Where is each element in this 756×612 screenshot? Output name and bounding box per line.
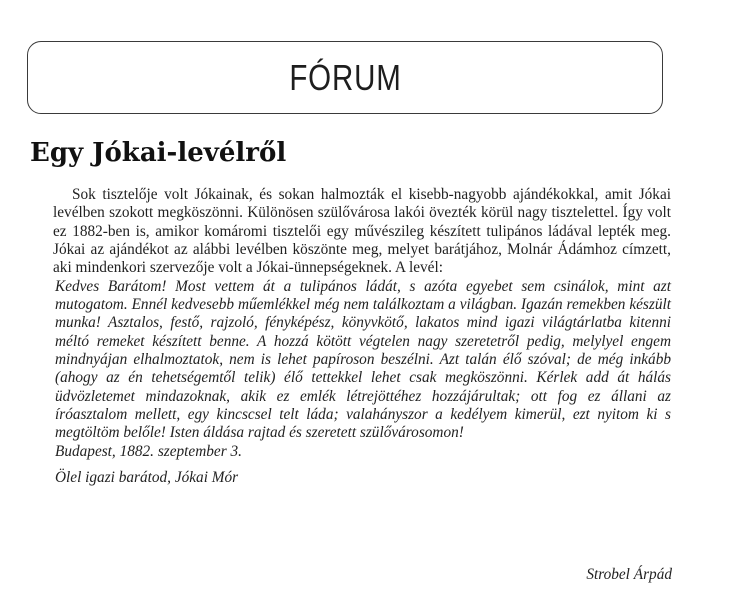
- section-header-box: [27, 41, 663, 114]
- letter-dateline: Budapest, 1882. szeptember 3.: [55, 442, 242, 460]
- letter-closing: Ölel igazi barátod, Jókai Mór: [55, 469, 239, 487]
- article-author: Strobel Árpád: [586, 566, 672, 583]
- section-title: FÓRUM: [288, 56, 402, 98]
- letter-text: Kedves Barátom! Most vettem át a tulipános ládát, s azóta egyebet sem csinálok, mint azt mutogatom. Ennél kedvesebb műemlékkel még nem találkoztam a világban. Igazán remekben készült munka! Asztalos, festő, rajzoló, fényképész, könyvkötő, lakatos mind igazi világtárlatba kitenni méltó remeket készített benne. A hozzá kötött végtelen nagy szeretetről pedig, melylyel engem mindnyájan elhalmoztatok, nem is lehet papíroson beszélni. Azt talán élő szóval; de még inkább (ahogy az én tehetségemtől telik) élő tettekkel lehet csak megköszönni. Kérlek add át hálás üdvözletemet mindazoknak, akik ez emlék létrejöttéhez hozzájárultak; ott fog ez állani az íróasztalom mellett, egy kincscsel telt láda; valahányszor a kedélyem kimerül, ezt nyitom ki s megtöltöm belőle! Isten áldása rajtad és szeretett szülővárosomon!: [55, 277, 671, 442]
- article-title: Egy Jókai-levélről: [30, 138, 287, 168]
- intro-paragraph: Sok tisztelője volt Jókainak, és sokan halmozták el kisebb-nagyobb ajándékokkal, amit Jókai levélben szokott megköszönni. Különösen szülővárosa lakói övezték körül nagy tisztelettel. Így volt ez 1882-ben is, amikor komáromi tisztelői egy művészileg készített tulipános ládával lepték meg. Jókai az ajándékot az alábbi levélben köszönte meg, melyet barátjához, Molnár Ádámhoz címzett, aki mindenkori szervezője volt a Jókai-ünnepségeknek. A levél:: [53, 186, 671, 277]
- article-body: [53, 186, 671, 488]
